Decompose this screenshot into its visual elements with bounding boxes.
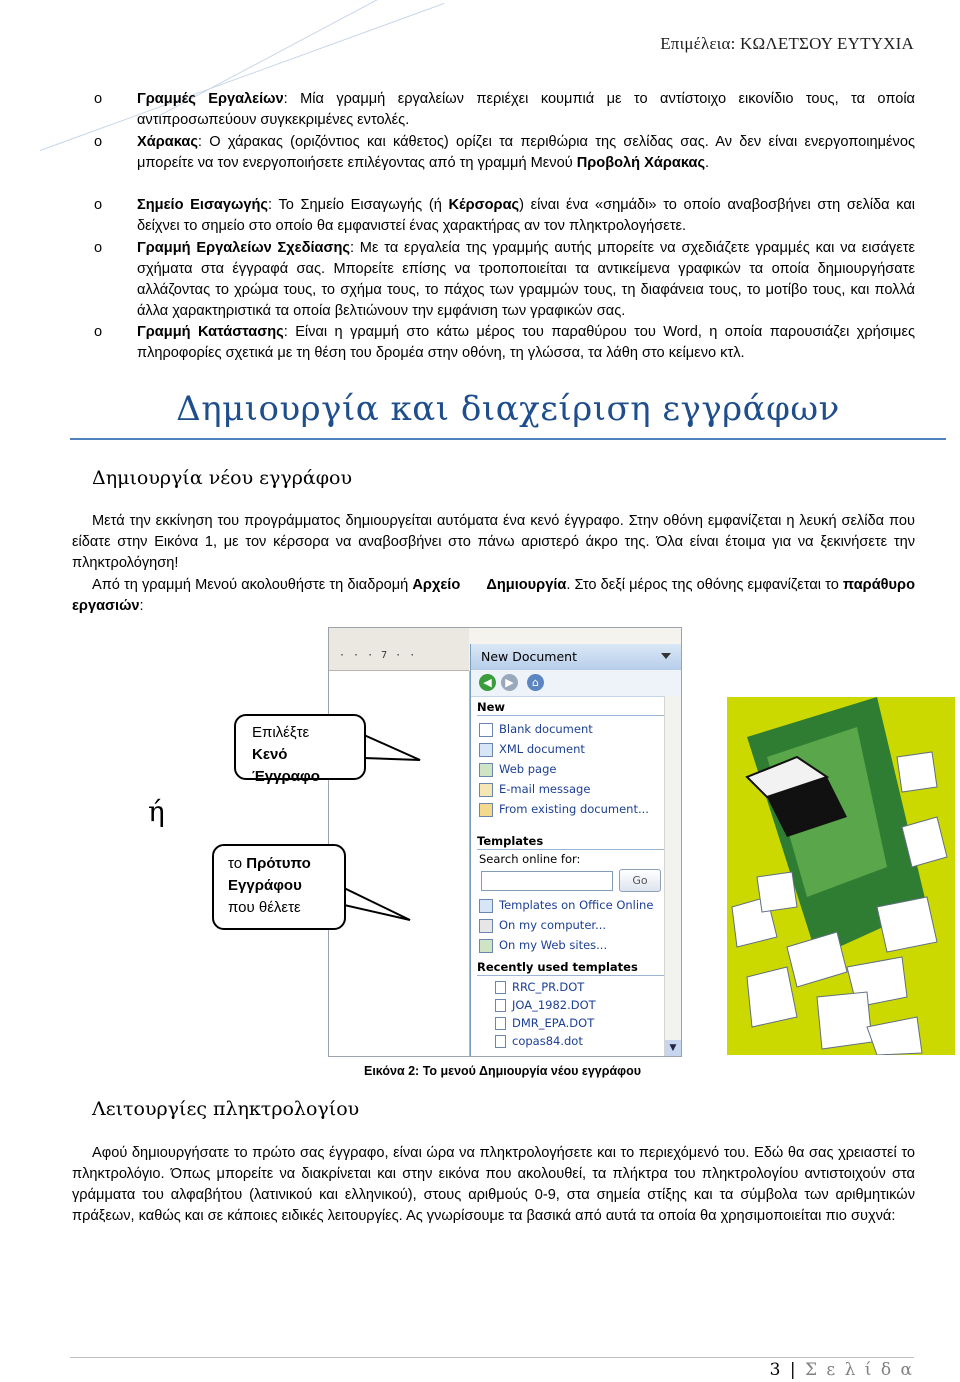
list-term: Γραμμές Εργαλείων: [137, 91, 284, 107]
menu-path-file: Αρχείο: [412, 577, 461, 593]
page-footer: [770, 1360, 914, 1380]
menu-path-new: Δημιουργία: [486, 577, 567, 593]
subsection-title: Δημιουργία νέου εγγράφου: [92, 467, 353, 489]
footer-divider: [70, 1357, 914, 1358]
bullet-marker: o: [94, 134, 103, 150]
bullet-marker: o: [94, 91, 103, 107]
list-item: Σημείο Εισαγωγής: Το Σημείο Εισαγωγής (ή Κέρσορας) είναι ένα «σημάδι» το οποίο αναβοσβήνει στη σελίδα και δείχνει το σημείο στο οποίο θα εμφανιστεί ένας χαρακτήρας αν τον πληκτρολογήσετε.: [137, 197, 916, 234]
page-word: Σ ε λ ί δ α: [804, 1360, 914, 1380]
scroll-down-icon[interactable]: ▼: [665, 1040, 681, 1056]
footer-separator: |: [789, 1360, 798, 1380]
blank-document-link[interactable]: Blank document: [479, 720, 593, 738]
paragraph: Από τη γραμμή Μενού ακολουθήστε τη διαδρομή Αρχείο Δημιουργία. Στο δεξί μέρος της οθόνης εμφανίζεται το παράθυρο εργασιών:: [72, 577, 915, 614]
templates-online-link[interactable]: Templates on Office Online: [479, 896, 653, 914]
list-term: Γραμμή Εργαλείων Σχεδίασης: [137, 240, 350, 256]
section-templates: Templates: [477, 834, 544, 848]
paragraph: Αφού δημιουργήσατε το πρώτο σας έγγραφο, είναι ώρα να πληκτρολογήσετε και το περιεχόμενό του. Εδώ θα σας χρειαστεί το πληκτρολόγιο. Όπως μπορείτε να διακρίνεται και στην εικόνα που ακολουθεί, τα πλήκτρα του πληκτρολογίου αντιστοιχούν στα γράμματα του αλφαβήτου (λατινικού και ελληνικού), στους αριθμούς 0-9, στα σημεία στίξης και τα σύμβολα των αριθμητικών πράξεων, καθώς και σε κάποιες ειδικές λειτουργίες. Ας γνωρίσουμε τα βασικά από αυτά τα οποία θα χρησιμοποιείται πιο συχνά:: [72, 1145, 915, 1224]
email-message-link[interactable]: E-mail message: [479, 780, 590, 798]
recent-template-item[interactable]: RRC_PR.DOT: [495, 978, 584, 996]
subsection-title: Λειτουργίες πληκτρολογίου: [92, 1098, 360, 1120]
callout1-pointer: [364, 735, 420, 760]
flying-papers-illustration: [727, 697, 955, 1055]
section-title: Δημιουργία και διαχείριση εγγράφων: [70, 384, 946, 440]
figure-caption: Εικόνα 2: Το μενού Δημιουργία νέου εγγράφου: [364, 1064, 642, 1078]
callout-template: το Πρότυπο Εγγράφου που θέλετε: [212, 844, 346, 930]
on-my-computer-link[interactable]: On my computer...: [479, 916, 606, 934]
list-text: : Μία γραμμή εργαλείων περιέχει κουμπιά με το αντίστοιχο εικονίδιο τους, τα οποία αντιπροσωπεύουν συγκεκριμένες εντολές.: [137, 91, 915, 128]
list-text: : Ο χάρακας (οριζόντιος και κάθετος) ορίζει τα περιθώρια της σελίδας σας. Αν δεν είναι ενεργοποιημένος μπορείτε να τον ενεργοποιήσετε επιλέγοντας από τη γραμμή Μενού: [137, 134, 915, 171]
header-author: Επιμέλεια: ΚΩΛΕΤΣΟΥ ΕΥΤΥΧΙΑ: [660, 34, 914, 53]
home-icon[interactable]: ⌂: [527, 674, 544, 691]
list-item: Χάρακας: Ο χάρακας (οριζόντιος και κάθετος) ορίζει τα περιθώρια της σελίδας σας. Αν δεν είναι ενεργοποιημένος μπορείτε να τον ενεργοποιήσετε επιλέγοντας από τη γραμμή Μενού Προβολή Χάρακας.: [137, 134, 915, 171]
or-text: ή: [148, 795, 165, 828]
list-text: : Με τα εργαλεία της γραμμής αυτής μπορείτε να σχεδιάζετε γραμμές και να εισάγετε σχήματα στα έγγραφά σας. Μπορείτε επίσης να τροποποιείται τα αντικείμενα γραφικών τα οποία δημιουργήσατε αλλάζοντας το χρώμα τους, το σχήμα τους, το πάχος των γραμμών τους, τη διαφάνεια τους, το μοτίβο τους, και πολλά άλλα χαρακτηριστικά τα οποία βελτιώνουν την εμφάνιση των γραφικών σας.: [137, 240, 916, 319]
bullet-marker: o: [94, 197, 103, 213]
paragraph: Μετά την εκκίνηση του προγράμματος δημιουργείται αυτόματα ένα κενό έγγραφο. Στην οθόνη εμφανίζεται η λευκή σελίδα που είδατε στην Εικόνα 1, με τον κέρσορα να αναβοσβήνει στο πάνω αριστερό άκρο της. Όλα είναι έτοιμα για να ξεκινήσετε την πληκτρολόγηση!: [72, 513, 915, 571]
bullet-marker: o: [94, 240, 103, 256]
xml-document-link[interactable]: XML document: [479, 740, 585, 758]
forward-icon[interactable]: ▶: [501, 674, 518, 691]
list-term: Χάρακας: [137, 134, 198, 150]
callout-blank-document: Επιλέξτε Κενό Έγγραφο: [234, 714, 366, 780]
go-button[interactable]: Go: [619, 869, 661, 892]
callout2-pointer: [344, 888, 410, 920]
task-pane-term: παράθυρο εργασιών: [72, 577, 915, 614]
list-term: Γραμμή Κατάστασης: [137, 324, 284, 340]
section-new: New: [477, 700, 506, 714]
list-bold-tail: Προβολή Χάρακας: [576, 155, 706, 171]
section-recent: Recently used templates: [477, 960, 638, 974]
recent-template-item[interactable]: copas84.dot: [495, 1032, 583, 1050]
back-icon[interactable]: ◀: [479, 674, 496, 691]
on-my-websites-link[interactable]: On my Web sites...: [479, 936, 607, 954]
recent-template-item[interactable]: DMR_EPA.DOT: [495, 1014, 594, 1032]
bullet-marker: o: [94, 324, 103, 340]
list-term: Σημείο Εισαγωγής: [137, 197, 268, 213]
ruler-ticks: · · · 7 · ·: [339, 650, 417, 661]
search-label: Search online for:: [479, 852, 581, 866]
web-page-link[interactable]: Web page: [479, 760, 556, 778]
page-number: 3: [769, 1360, 783, 1380]
from-existing-link[interactable]: From existing document...: [479, 800, 649, 818]
task-pane-title[interactable]: New Document: [471, 644, 681, 670]
recent-template-item[interactable]: JOA_1982.DOT: [495, 996, 596, 1014]
list-text: : Είναι η γραμμή στο κάτω μέρος του παραθύρου του Word, η οποία παρουσιάζει χρήσιμες πληροφορίες σχετικά με τη θέση του δρομέα στην οθόνη, τη γλώσσα, τα λάθη στο κείμενο κτλ.: [137, 324, 915, 361]
